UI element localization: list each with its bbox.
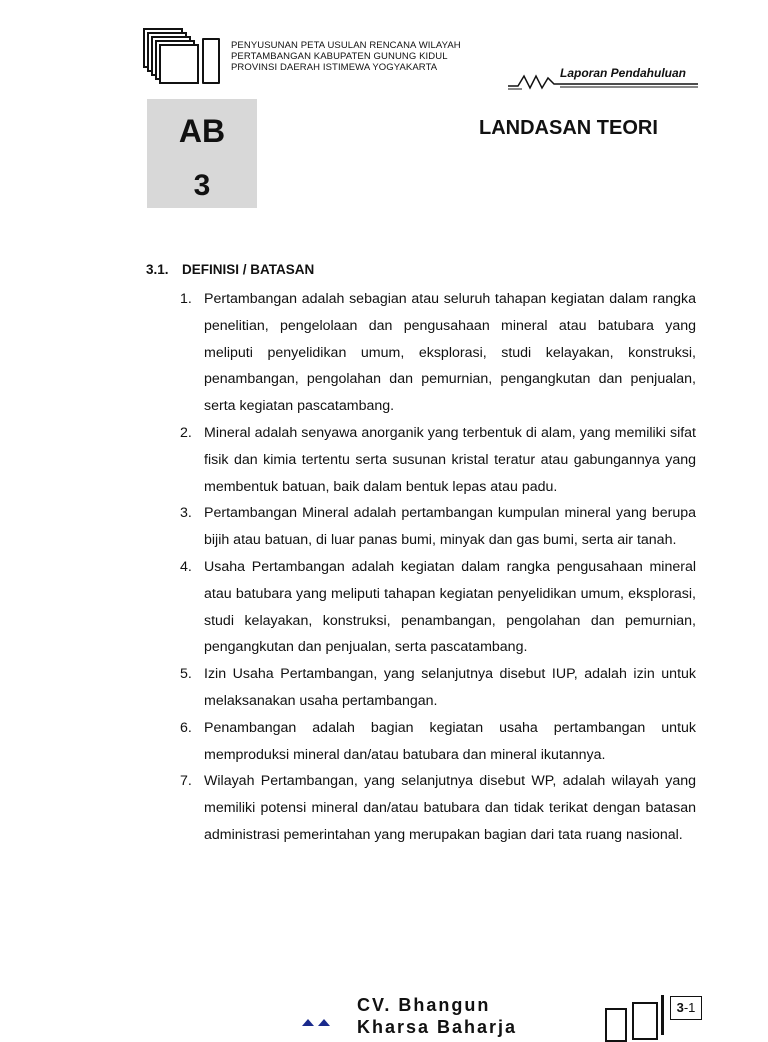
footer-company-name bbox=[357, 994, 517, 1038]
section-number: 3.1. bbox=[146, 262, 169, 277]
document-header bbox=[231, 40, 461, 73]
chapter-prefix: AB bbox=[178, 113, 226, 149]
chapter-box bbox=[147, 99, 257, 208]
header-line-3: PROVINSI DAERAH ISTIMEWA YOGYAKARTA bbox=[231, 62, 438, 73]
section-title: DEFINISI / BATASAN bbox=[182, 262, 315, 277]
header-line-1: PENYUSUNAN PETA USULAN RENCANA WILAYAH bbox=[231, 40, 461, 51]
list-item-text: Pertambangan adalah sebagian atau seluruh tahapan kegiatan dalam rangka penelitian, pengelolaan dan pengusahaan mineral atau batubara yang meliputi penyelidikan umum, eksplorasi, studi kelayakan, konstruksi, penambangan, pengolahan dan pemurnian, pengangkutan dan penjualan, serta kegiatan pascatambang. bbox=[204, 291, 696, 415]
page-chapter: 3 bbox=[676, 1000, 684, 1015]
list-item-text: Pertambangan Mineral adalah pertambangan kumpulan mineral yang berupa bijih atau batuan, di luar panas bumi, minyak dan gas bumi, serta air tanah. bbox=[204, 505, 696, 549]
header-line-2: PERTAMBANGAN KABUPATEN GUNUNG KIDUL bbox=[231, 51, 448, 62]
list-item-number: 3. bbox=[180, 505, 192, 522]
list-item-number: 6. bbox=[180, 719, 192, 736]
header-logo-icon bbox=[143, 28, 197, 82]
report-type-label: Laporan Pendahuluan bbox=[560, 66, 687, 80]
list-item-number: 1. bbox=[180, 291, 192, 307]
footer-box-icon bbox=[632, 1002, 658, 1040]
list-item-number: 5. bbox=[180, 666, 192, 683]
list-item bbox=[180, 420, 696, 500]
list-item bbox=[180, 554, 696, 661]
chapter-number: 3 bbox=[193, 169, 211, 202]
page-suffix: -1 bbox=[683, 1000, 696, 1015]
footer-divider bbox=[661, 995, 664, 1035]
list-item-number: 2. bbox=[180, 424, 192, 441]
list-item-number: 7. bbox=[180, 773, 192, 790]
list-item-text: Penambangan adalah bagian kegiatan usaha pertambangan untuk memproduksi mineral dan/atau batubara dan mineral ikutannya. bbox=[204, 719, 696, 763]
list-item-text: Izin Usaha Pertambangan, yang selanjutnya disebut IUP, adalah izin untuk melaksanakan usaha pertambangan. bbox=[204, 666, 696, 709]
footer-box-icon bbox=[605, 1008, 627, 1042]
list-item-text: Usaha Pertambangan adalah kegiatan dalam rangka pengusahaan mineral atau batubara yang meliputi tahapan kegiatan penyelidikan umum, eksplorasi, studi kelayakan, konstruksi, penambangan, pengolahan dan pemurnian, pengangkutan dan penjualan, serta pascatambang. bbox=[204, 558, 696, 656]
list-item bbox=[180, 500, 696, 554]
header-bar-icon bbox=[202, 38, 220, 84]
definition-list bbox=[180, 286, 696, 849]
section-heading bbox=[146, 262, 314, 277]
list-item bbox=[180, 661, 696, 715]
list-item-text: Wilayah Pertambangan, yang selanjutnya disebut WP, adalah wilayah yang memiliki potensi mineral dan/atau batubara dan tidak terikat dengan batasan administrasi pemerintahan yang merupakan bagian dari tata ruang nasional. bbox=[204, 773, 696, 843]
list-item-text: Mineral adalah senyawa anorganik yang terbentuk di alam, yang memiliki sifat fisik dan kimia tertentu serta susunan kristal teratur atau gabungannya yang membentuk batuan, baik dalam bentuk lepas atau padu. bbox=[204, 424, 696, 495]
footer-company-line-2: Kharsa Baharja bbox=[357, 1017, 518, 1037]
page-number bbox=[670, 996, 702, 1020]
list-item bbox=[180, 715, 696, 769]
list-item bbox=[180, 768, 696, 848]
footer-company-line-1: CV. Bhangun bbox=[357, 995, 491, 1015]
chapter-title: LANDASAN TEORI bbox=[479, 117, 658, 139]
list-item-number: 4. bbox=[180, 558, 192, 575]
list-item bbox=[180, 286, 696, 420]
footer-arrows-icon bbox=[300, 1016, 340, 1026]
